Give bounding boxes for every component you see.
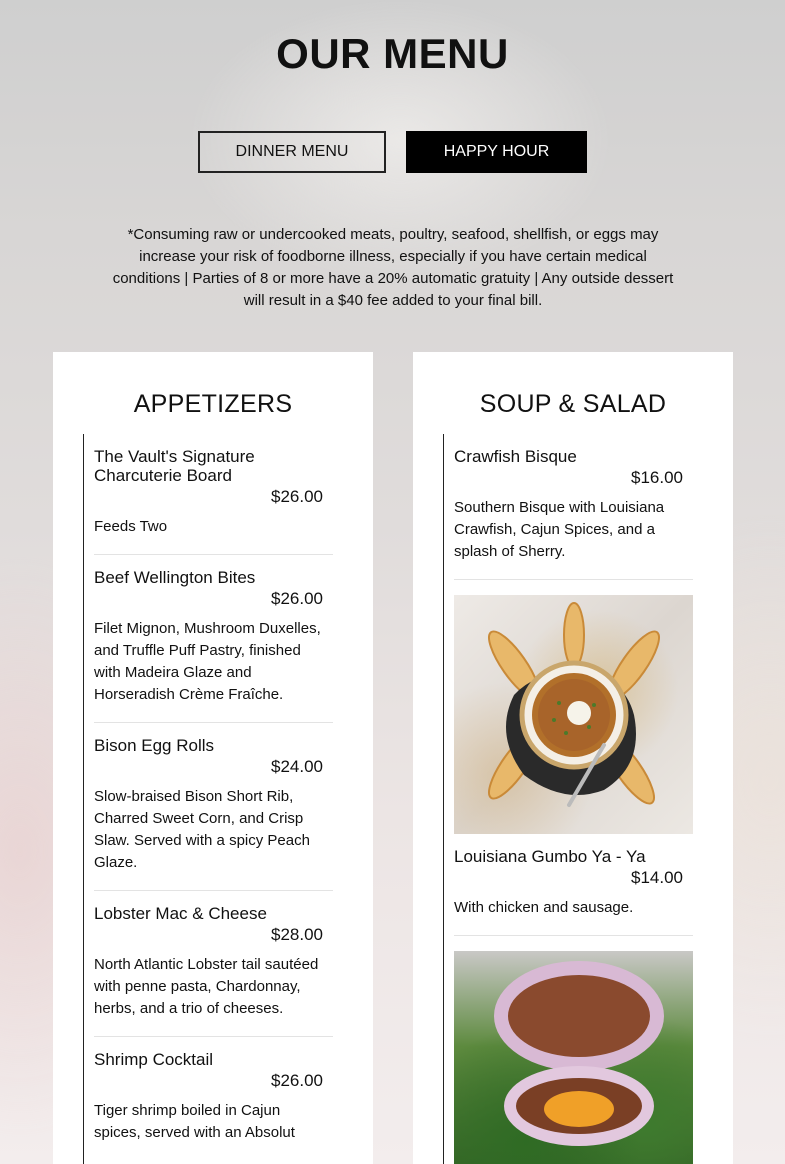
soup-salad-heading: SOUP & SALAD	[479, 390, 667, 418]
item-description: Filet Mignon, Mushroom Duxelles, and Truffle Puff Pastry, finished with Madeira Glaze and Horseradish Crème Fraîche.	[94, 620, 321, 703]
item-price: $16.00	[631, 468, 683, 487]
item-price: $26.00	[271, 589, 323, 608]
menu-tabs	[0, 131, 785, 173]
item-price: $26.00	[271, 487, 323, 506]
item-description: North Atlantic Lobster tail sautéed with penne pasta, Chardonnay, herbs, and a trio of cheeses.	[94, 956, 319, 1017]
item-description: Southern Bisque with Louisiana Crawfish, Cajun Spices, and a splash of Sherry.	[454, 499, 665, 560]
appetizers-list	[83, 434, 333, 1164]
item-price: $24.00	[271, 757, 323, 776]
onion-ring-shape	[494, 961, 664, 1071]
appetizers-panel	[53, 352, 373, 1164]
item-price: $28.00	[271, 925, 323, 944]
item-price: $14.00	[631, 868, 683, 887]
appetizers-heading: APPETIZERS	[133, 390, 293, 418]
bisque-photo	[454, 595, 693, 834]
tab-dinner-menu[interactable]: DINNER MENU	[198, 131, 386, 173]
list-item	[94, 891, 333, 1037]
bisque-bowl-image	[454, 595, 693, 834]
item-description: Tiger shrimp boiled in Cajun spices, served with an Absolut	[94, 1102, 295, 1141]
page-title: OUR MENU	[276, 30, 509, 77]
salad-photo	[454, 951, 693, 1164]
item-description: Feeds Two	[94, 518, 168, 535]
soup-salad-panel	[413, 352, 733, 1164]
list-item	[454, 434, 693, 580]
item-description: Slow-braised Bison Short Rib, Charred Sweet Corn, and Crisp Slaw. Served with a spicy Peach Glaze.	[94, 788, 310, 871]
item-price: $26.00	[271, 1071, 323, 1090]
item-name: Lobster Mac & Cheese	[94, 904, 267, 923]
egg-yolk-shape	[544, 1091, 614, 1127]
item-description: With chicken and sausage.	[454, 899, 634, 916]
list-item	[94, 555, 333, 723]
item-name: Louisiana Gumbo Ya - Ya	[454, 847, 646, 866]
item-name: Shrimp Cocktail	[94, 1050, 214, 1069]
list-item	[94, 723, 333, 891]
tab-happy-hour[interactable]: HAPPY HOUR	[406, 131, 587, 173]
list-item	[94, 434, 333, 555]
soup-salad-list	[443, 434, 693, 1164]
item-name: Beef Wellington Bites	[94, 568, 256, 587]
disclaimer-text: *Consuming raw or undercooked meats, poultry, seafood, shellfish, or eggs may increase your risk of foodborne illness, especially if you have certain medical conditions | Parties of 8 or more have a 20% automatic gratuity | Any outside dessert will result in a $40 fee added to your final bill.	[112, 226, 674, 309]
item-name: Bison Egg Rolls	[94, 736, 215, 755]
item-name: The Vault's Signature Charcuterie Board	[94, 447, 255, 485]
list-item	[94, 1037, 333, 1160]
list-item	[454, 834, 693, 936]
item-name: Crawfish Bisque	[454, 447, 577, 466]
